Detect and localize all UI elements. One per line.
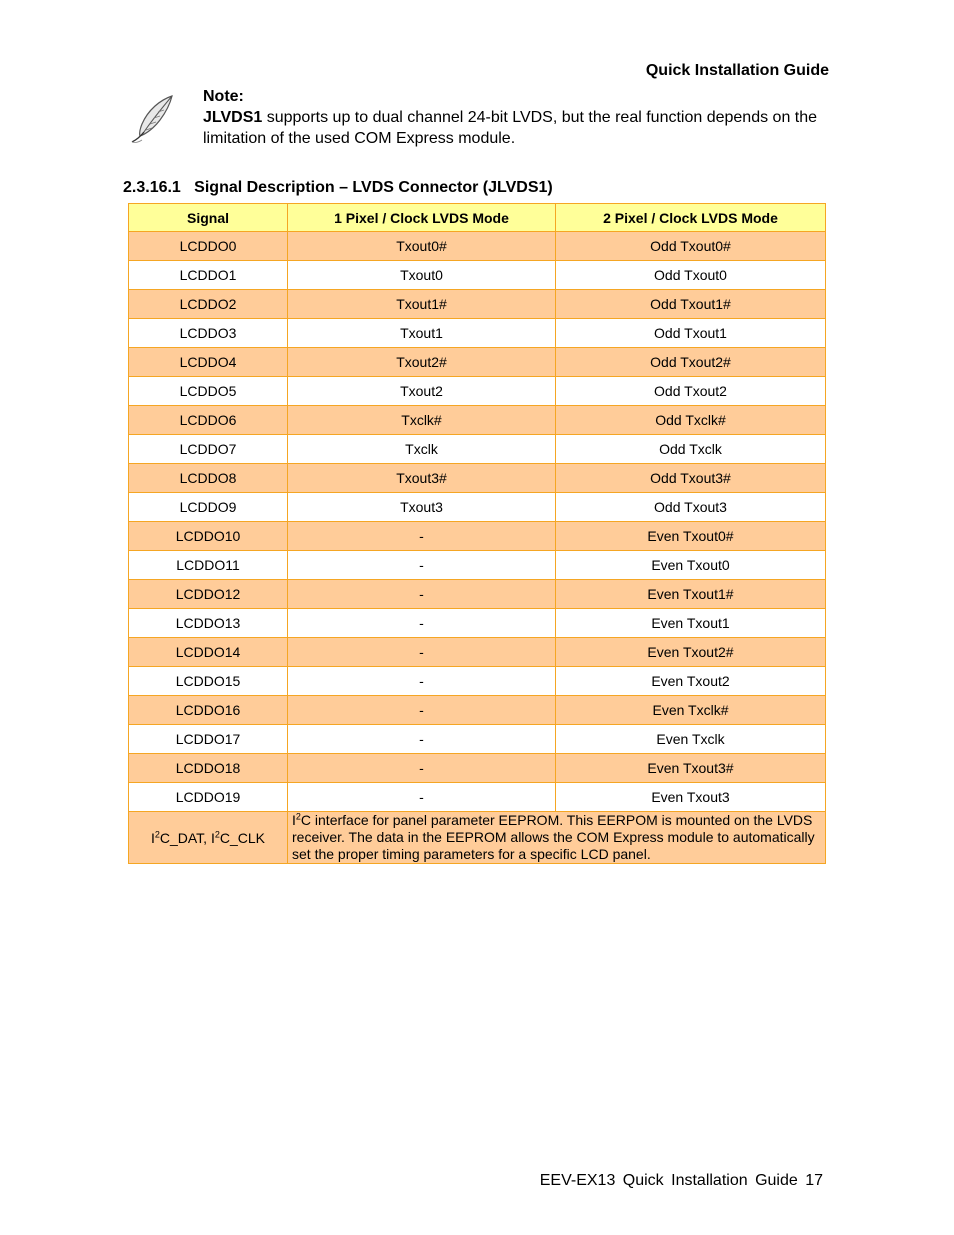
two-pixel-cell: Even Txout0# bbox=[556, 522, 826, 551]
page-footer: EEV-EX13 Quick Installation Guide 17 bbox=[539, 1172, 823, 1189]
table-row bbox=[129, 290, 826, 319]
two-pixel-cell: Even Txclk# bbox=[556, 696, 826, 725]
two-pixel-cell: Even Txout2# bbox=[556, 638, 826, 667]
signal-cell: LCDDO15 bbox=[129, 667, 288, 696]
two-pixel-cell: Odd Txclk bbox=[556, 435, 826, 464]
signal-cell: LCDDO19 bbox=[129, 783, 288, 812]
two-pixel-cell: Odd Txout0# bbox=[556, 232, 826, 261]
i2c-description-cell bbox=[288, 812, 826, 864]
table-row bbox=[129, 580, 826, 609]
table-header-row bbox=[129, 204, 826, 232]
signal-cell: LCDDO5 bbox=[129, 377, 288, 406]
header-1-pixel-mode: 1 Pixel / Clock LVDS Mode bbox=[288, 204, 556, 232]
feather-pen-icon bbox=[130, 94, 176, 144]
one-pixel-cell: - bbox=[288, 754, 556, 783]
table-row bbox=[129, 493, 826, 522]
table-row bbox=[129, 377, 826, 406]
two-pixel-cell: Odd Txclk# bbox=[556, 406, 826, 435]
table-row bbox=[129, 725, 826, 754]
signal-cell: LCDDO11 bbox=[129, 551, 288, 580]
one-pixel-cell: Txclk# bbox=[288, 406, 556, 435]
table-row bbox=[129, 783, 826, 812]
signal-cell: LCDDO18 bbox=[129, 754, 288, 783]
i2c-signal-sup: 2 bbox=[214, 828, 220, 839]
i2c-signal-cell bbox=[129, 812, 288, 864]
two-pixel-cell: Even Txclk bbox=[556, 725, 826, 754]
header-2-pixel-mode: 2 Pixel / Clock LVDS Mode bbox=[556, 204, 826, 232]
table-row bbox=[129, 348, 826, 377]
i2c-desc-part: I bbox=[292, 812, 296, 828]
two-pixel-cell: Even Txout0 bbox=[556, 551, 826, 580]
one-pixel-cell: - bbox=[288, 783, 556, 812]
one-pixel-cell: - bbox=[288, 638, 556, 667]
running-header-title: Quick Installation Guide bbox=[645, 62, 829, 79]
one-pixel-cell: Txout3# bbox=[288, 464, 556, 493]
two-pixel-cell: Even Txout1 bbox=[556, 609, 826, 638]
one-pixel-cell: Txout1 bbox=[288, 319, 556, 348]
table-row bbox=[129, 406, 826, 435]
signal-cell: LCDDO17 bbox=[129, 725, 288, 754]
one-pixel-cell: - bbox=[288, 522, 556, 551]
table-body bbox=[129, 232, 826, 812]
table-row bbox=[129, 551, 826, 580]
two-pixel-cell: Even Txout3 bbox=[556, 783, 826, 812]
signal-cell: LCDDO1 bbox=[129, 261, 288, 290]
table-row bbox=[129, 696, 826, 725]
signal-cell: LCDDO16 bbox=[129, 696, 288, 725]
signal-cell: LCDDO12 bbox=[129, 580, 288, 609]
two-pixel-cell: Odd Txout2 bbox=[556, 377, 826, 406]
two-pixel-cell: Odd Txout3# bbox=[556, 464, 826, 493]
signal-cell: LCDDO13 bbox=[129, 609, 288, 638]
two-pixel-cell: Odd Txout2# bbox=[556, 348, 826, 377]
one-pixel-cell: - bbox=[288, 551, 556, 580]
table-row bbox=[129, 261, 826, 290]
note-bold-term: JLVDS1 bbox=[203, 109, 263, 126]
one-pixel-cell: - bbox=[288, 696, 556, 725]
one-pixel-cell: Txout0# bbox=[288, 232, 556, 261]
signal-cell: LCDDO9 bbox=[129, 493, 288, 522]
table-row bbox=[129, 435, 826, 464]
note-text: supports up to dual channel 24-bit LVDS, but the real function depends on the limitation of the used COM Express module. bbox=[203, 109, 818, 147]
i2c-desc-sup: 2 bbox=[295, 811, 301, 822]
two-pixel-cell: Even Txout2 bbox=[556, 667, 826, 696]
signal-cell: LCDDO0 bbox=[129, 232, 288, 261]
signal-cell: LCDDO6 bbox=[129, 406, 288, 435]
table-row bbox=[129, 667, 826, 696]
table-row bbox=[129, 232, 826, 261]
one-pixel-cell: Txout2 bbox=[288, 377, 556, 406]
table-row bbox=[129, 464, 826, 493]
i2c-signal-part: C_CLK bbox=[219, 829, 266, 846]
two-pixel-cell: Even Txout1# bbox=[556, 580, 826, 609]
two-pixel-cell: Odd Txout1# bbox=[556, 290, 826, 319]
table-row bbox=[129, 522, 826, 551]
i2c-signal-sup: 2 bbox=[154, 828, 160, 839]
table-row bbox=[129, 319, 826, 348]
signal-cell: LCDDO10 bbox=[129, 522, 288, 551]
signal-cell: LCDDO14 bbox=[129, 638, 288, 667]
one-pixel-cell: - bbox=[288, 580, 556, 609]
two-pixel-cell: Odd Txout3 bbox=[556, 493, 826, 522]
two-pixel-cell: Even Txout3# bbox=[556, 754, 826, 783]
signal-cell: LCDDO2 bbox=[129, 290, 288, 319]
section-heading bbox=[123, 179, 553, 197]
table-row bbox=[129, 638, 826, 667]
one-pixel-cell: Txclk bbox=[288, 435, 556, 464]
note-block bbox=[203, 86, 833, 149]
i2c-signal-part: I bbox=[150, 829, 155, 846]
i2c-desc-part: C interface for panel parameter EEPROM. This EERPOM is mounted on the LVDS receiver. The data in the EEPROM allows the COM Express module to automatically set the proper timing parameters for a specific LCD panel. bbox=[292, 812, 815, 862]
one-pixel-cell: - bbox=[288, 609, 556, 638]
signal-cell: LCDDO7 bbox=[129, 435, 288, 464]
note-label: Note: bbox=[203, 88, 244, 105]
two-pixel-cell: Odd Txout0 bbox=[556, 261, 826, 290]
header-signal: Signal bbox=[129, 204, 288, 232]
signal-cell: LCDDO8 bbox=[129, 464, 288, 493]
section-number: 2.3.16.1 bbox=[123, 179, 181, 196]
one-pixel-cell: - bbox=[288, 725, 556, 754]
i2c-signal-part: C_DAT, I bbox=[159, 829, 215, 846]
table-row bbox=[129, 609, 826, 638]
one-pixel-cell: - bbox=[288, 667, 556, 696]
section-title: Signal Description – LVDS Connector (JLVDS1) bbox=[194, 179, 553, 196]
two-pixel-cell: Odd Txout1 bbox=[556, 319, 826, 348]
signal-cell: LCDDO3 bbox=[129, 319, 288, 348]
one-pixel-cell: Txout3 bbox=[288, 493, 556, 522]
one-pixel-cell: Txout2# bbox=[288, 348, 556, 377]
one-pixel-cell: Txout0 bbox=[288, 261, 556, 290]
table-row-i2c bbox=[129, 812, 826, 864]
signal-description-table bbox=[128, 203, 826, 864]
table-row bbox=[129, 754, 826, 783]
one-pixel-cell: Txout1# bbox=[288, 290, 556, 319]
signal-cell: LCDDO4 bbox=[129, 348, 288, 377]
